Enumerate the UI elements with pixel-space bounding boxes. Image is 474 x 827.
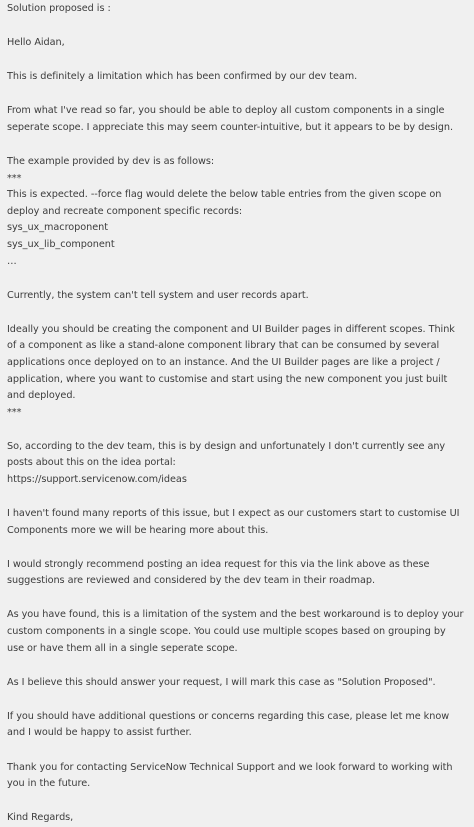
quote-close-marker: ***	[7, 406, 22, 418]
paragraph-reports-line: Components more we will be hearing more about this.	[7, 524, 269, 536]
quote-line: sys_ux_lib_component	[7, 238, 115, 250]
paragraph-ideally-line: and deployed.	[7, 390, 76, 402]
quote-open-marker: ***	[7, 172, 22, 184]
paragraph-solution: As I believe this should answer your request, I will mark this case as "Solution Proposed".	[7, 676, 436, 688]
paragraph-ideally-line: Ideally you should be creating the component and UI Builder pages in different scopes. Think	[7, 323, 455, 335]
paragraph-questions-line: and I would be happy to assist further.	[7, 727, 192, 739]
paragraph-scope-line: From what I've read so far, you should be able to deploy all custom components in a single	[7, 105, 445, 117]
paragraph-recommend-line: suggestions are reviewed and considered by the dev team in their roadmap.	[7, 575, 376, 587]
quote-line: This is expected. --force flag would delete the below table entries from the given scope on	[7, 189, 442, 201]
header-text: Solution proposed is :	[7, 3, 111, 14]
paragraph-questions-line: If you should have additional questions or concerns regarding this case, please let me know	[7, 710, 450, 722]
paragraph-workaround-line: custom components in a single scope. You could use multiple scopes based on grouping by	[7, 626, 446, 638]
paragraph-thanks-line: you in the future.	[7, 778, 91, 790]
example-intro: The example provided by dev is as follows:	[7, 155, 215, 167]
paragraph-workaround-line: use or have them all in a single seperate scope.	[7, 642, 238, 654]
paragraph-ideally-line: of a component as like a stand-alone component library that can be consumed by several	[7, 340, 440, 352]
quote-line: deploy and recreate component specific records:	[7, 205, 243, 217]
paragraph-ideally-line: application, where you want to customise and start using the new component you just built	[7, 373, 448, 385]
paragraph-design-line: posts about this on the idea portal:	[7, 457, 176, 469]
quote-line: sys_ux_macroponent	[7, 222, 108, 234]
idea-portal-link[interactable]: https://support.servicenow.com/ideas	[7, 473, 187, 485]
paragraph-records: Currently, the system can't tell system and user records apart.	[7, 289, 309, 301]
paragraph-workaround-line: As you have found, this is a limitation of the system and the best workaround is to deploy your	[7, 609, 464, 621]
email-body	[0, 1, 474, 827]
paragraph-recommend-line: I would strongly recommend posting an idea request for this via the link above as these	[7, 558, 430, 570]
paragraph-thanks-line: Thank you for contacting ServiceNow Technical Support and we look forward to working with	[7, 761, 453, 773]
quote-line: …	[7, 255, 17, 267]
signoff-text: Kind Regards,	[7, 812, 74, 824]
paragraph-ideally-line: applications once deployed on to an instance. And the UI Builder pages are like a project /	[7, 356, 440, 368]
paragraph-reports-line: I haven't found many reports of this issue, but I expect as our customers start to customise UI	[7, 508, 460, 520]
paragraph-scope-line: seperate scope. I appreciate this may seem counter-intuitive, but it appears to be by design.	[7, 121, 454, 133]
greeting-text: Hello Aidan,	[7, 37, 65, 49]
paragraph-design-line: So, according to the dev team, this is by design and unfortunately I don't currently see any	[7, 440, 446, 452]
paragraph-limitation: This is definitely a limitation which has been confirmed by our dev team.	[7, 71, 358, 83]
